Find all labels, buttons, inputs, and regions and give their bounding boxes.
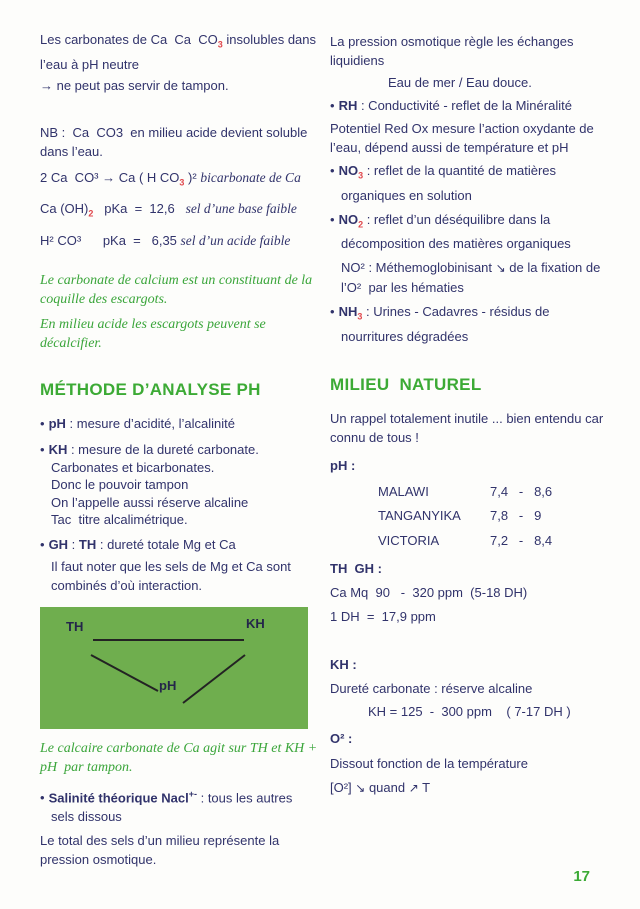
value-durete-carbonate: Dureté carbonate : réserve alcaline (330, 681, 533, 697)
lakes-ph-table (330, 480, 615, 554)
value-dh-ppm: 1 DH = 17,9 ppm (330, 609, 436, 625)
term-th: TH (78, 536, 97, 552)
equation-pka-base (40, 199, 318, 224)
text-run: Les carbonates de Ca Ca CO (40, 32, 218, 47)
text-run: T (418, 780, 431, 796)
decrease-arrow-icon: ↘ (495, 261, 506, 276)
item-nh (330, 302, 615, 346)
item-rh (330, 96, 615, 115)
superscript-plus-minus: +- (188, 788, 197, 799)
value-o2-quand-t (330, 778, 615, 798)
text-run: : mesure de la dureté carbonate. (67, 441, 259, 457)
note-escargots-coquille: Le carbonate de calcium est un constituant de la coquille des escargots. (40, 272, 316, 308)
paragraph-carbonates-insolubles (40, 30, 318, 74)
subscript-3: 3 (357, 311, 363, 322)
heading-methode-analyse-ph: MÉTHODE D’ANALYSE PH (40, 379, 261, 399)
text-run: NO² : Méthemoglobinisant (341, 260, 496, 276)
text-run: : dureté totale Mg et Ca (96, 536, 236, 552)
text-run: insolubles dans l’eau à pH neutre (40, 32, 320, 72)
text-run: [O²] (330, 780, 356, 796)
value-kh-range: KH = 125 - 300 ppm ( 7-17 DH ) (368, 704, 571, 720)
lake-ph-range: 7,4 - 8,6 (490, 483, 553, 499)
text-run: 2 Ca CO³ → Ca ( H CO (40, 169, 180, 185)
subscript-3: 3 (358, 170, 364, 181)
paragraph-eau-mer-douce: Eau de mer / Eau douce. (388, 75, 532, 90)
text-run: )² (184, 169, 201, 185)
text-run: : reflet de la quantité de matières organiques en solution (341, 163, 560, 203)
lake-ph-range: 7,8 - 9 (490, 508, 542, 524)
paragraph-pression-osmotique: Le total des sels d’un milieu représente la pression osmotique. (40, 833, 283, 868)
bullet-icon: • (40, 415, 45, 431)
table-row (330, 504, 615, 529)
item-kh-line: Carbonates et bicarbonates. (51, 459, 215, 475)
heading-milieu-naturel: MILIEU NATUREL (330, 374, 482, 394)
paragraph-rappel: Un rappel totalement inutile ... bien entendu car connu de tous ! (330, 410, 607, 445)
left-column (40, 30, 325, 869)
bullet-icon: • (40, 536, 45, 552)
label-o2: O² : (330, 731, 353, 747)
decrease-arrow-icon: ↘ (355, 781, 366, 796)
term-gh: GH (48, 536, 69, 552)
term-rh: RH (338, 98, 358, 113)
text-run: H² CO³ pKa = 6,35 (40, 232, 181, 248)
right-column (330, 32, 615, 798)
subscript-2: 2 (88, 208, 94, 219)
term-salinite: Salinité théorique Nacl (48, 790, 189, 806)
text-run: pKa = 12,6 (93, 201, 186, 217)
term-no3: NO (338, 163, 359, 178)
paragraph-nb-soluble: NB : Ca CO3 en milieu acide devient soluble dans l’eau. (40, 124, 311, 159)
text-run: : Urines - Cadavres - résidus de nourritures dégradées (341, 304, 554, 344)
subscript-2: 2 (358, 219, 364, 230)
term-nh: NH (338, 304, 358, 320)
text-run: : (68, 536, 79, 552)
table-row (330, 529, 615, 554)
text-run-italic: bicarbonate de Ca (200, 169, 301, 185)
item-kh-line: Tac titre alcalimétrique. (51, 512, 188, 528)
diagram-label-th: TH (66, 618, 84, 634)
subscript-3: 3 (217, 39, 223, 50)
text-run: Ca (OH) (40, 201, 89, 217)
diagram-label-ph: pH (159, 677, 177, 693)
item-ph (40, 414, 318, 433)
equation-bicarbonate (40, 168, 318, 193)
table-row (330, 480, 615, 505)
item-salinite (40, 785, 318, 826)
item-gh-th (40, 535, 318, 554)
paragraph-tampon-arrow: → ne peut pas servir de tampon. (40, 77, 229, 93)
value-ca-mq-range: Ca Mq 90 - 320 ppm (5-18 DH) (330, 585, 528, 601)
bullet-icon: • (40, 790, 45, 806)
value-dissout-temperature: Dissout fonction de la température (330, 756, 528, 772)
text-run: quand (365, 780, 409, 796)
increase-arrow-icon: ↗ (408, 781, 419, 796)
equation-pka-acide (40, 231, 318, 250)
th-kh-ph-diagram (40, 607, 308, 729)
note-sels-interaction: Il faut noter que les sels de Mg et Ca sont combinés d’où interaction. (51, 558, 295, 593)
lake-name: MALAWI (378, 483, 429, 499)
text-run: : Conductivité - reflet de la Minéralité (357, 98, 572, 113)
paragraph-echanges-liquidiens: La pression osmotique règle les échanges liquidiens (330, 34, 578, 68)
note-methemoglobinisant (330, 258, 615, 297)
term-ph: pH (48, 415, 66, 431)
bullet-icon: • (330, 163, 335, 178)
text-run-italic: sel d’un acide faible (180, 232, 291, 248)
item-no3 (330, 161, 615, 205)
bullet-icon: • (330, 211, 335, 227)
lake-name: TANGANYIKA (378, 508, 461, 524)
text-run: : tous les autres sels dissous (51, 790, 296, 825)
text-run: : reflet d’un déséquilibre dans la décomposition des matières organiques (341, 211, 571, 252)
label-kh: KH : (330, 657, 357, 673)
text-run: de la fixation de l’O² par les hématies (341, 260, 604, 296)
bullet-icon: • (330, 98, 335, 113)
page-number: 17 (573, 868, 590, 885)
lake-name: VICTORIA (378, 532, 440, 548)
text-run-italic: sel d’une base faible (185, 201, 297, 217)
term-no2: NO (338, 211, 359, 227)
bullet-icon: • (330, 304, 335, 320)
lake-ph-range: 7,2 - 8,4 (490, 532, 553, 548)
item-no2 (330, 210, 615, 254)
label-ph: pH : (330, 457, 356, 473)
note-escargots-decalcifier: En milieu acide les escargots peuvent se décalcifier. (40, 316, 270, 352)
subscript-3: 3 (179, 177, 185, 188)
item-kh (40, 440, 318, 459)
diagram-label-kh: KH (246, 615, 265, 631)
paragraph-redox: Potentiel Red Ox mesure l’action oxydante de l’eau, dépend aussi de température et pH (330, 121, 598, 155)
label-th-gh: TH GH : (330, 561, 382, 577)
item-kh-line: On l’appelle aussi réserve alcaline (51, 494, 249, 510)
item-kh-line: Donc le pouvoir tampon (51, 477, 189, 493)
term-kh: KH (48, 441, 68, 457)
text-run: : mesure d’acidité, l’alcalinité (65, 415, 235, 431)
bullet-icon: • (40, 441, 45, 457)
note-calcaire-tampon: Le calcaire carbonate de Ca agit sur TH et KH + pH par tampon. (40, 740, 325, 776)
